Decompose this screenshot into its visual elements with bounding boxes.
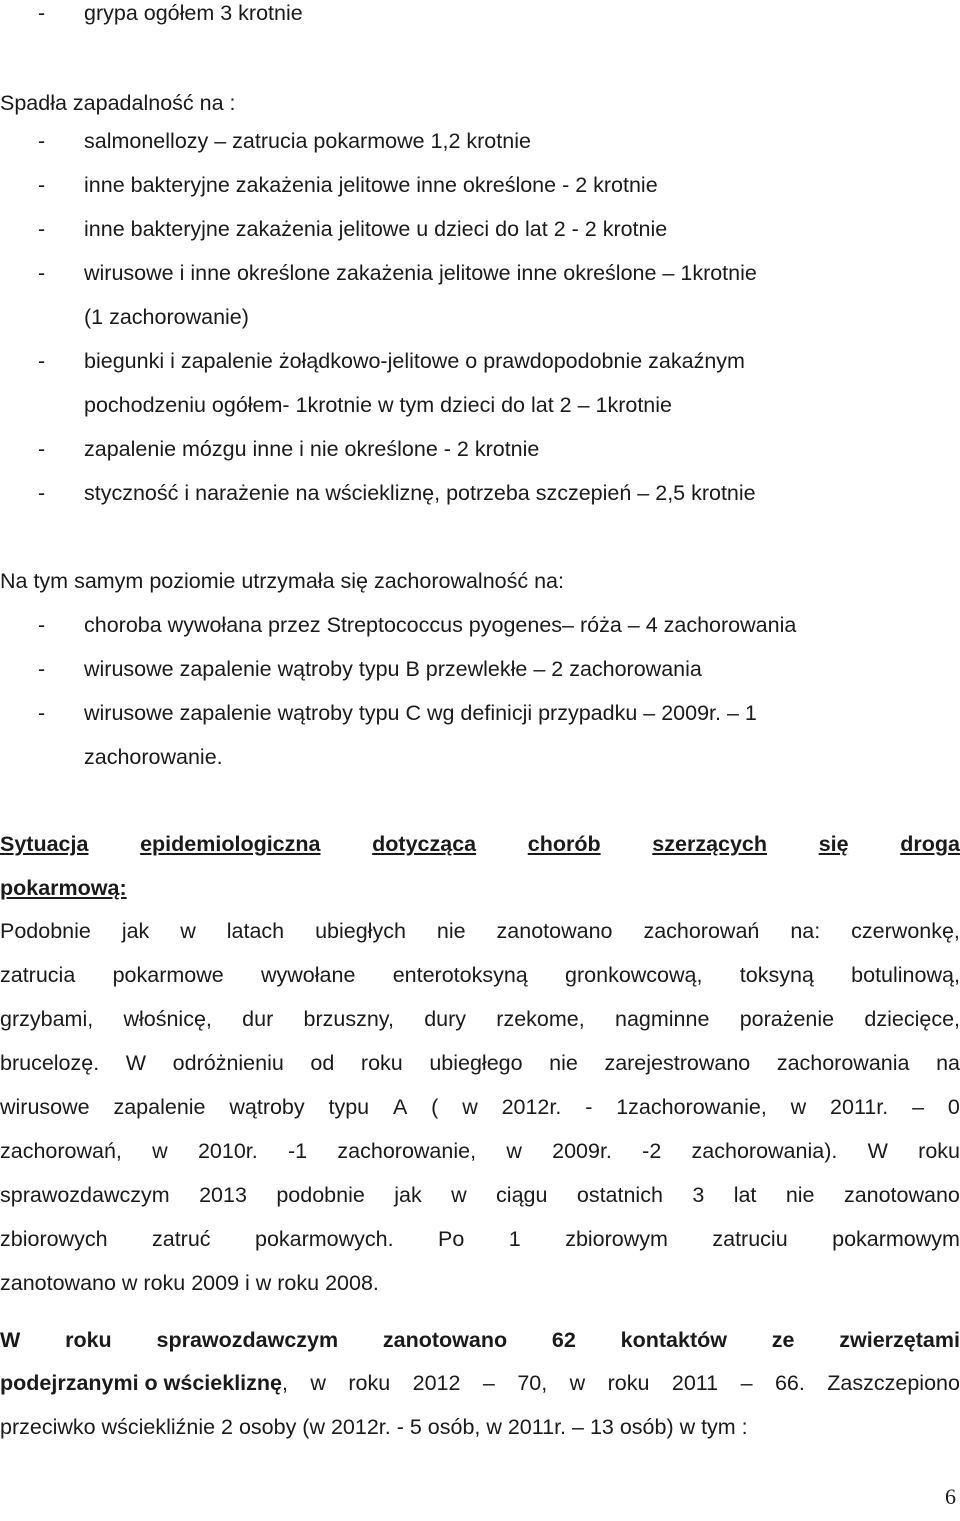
list-item-text: biegunki i zapalenie żołądkowo-jelitowe o prawdopodobnie zakaźnym (84, 349, 745, 373)
list-dash: - (38, 657, 46, 681)
paragraph-line: zatrucia pokarmowe wywołane enterotoksyną gronkowcową, toksyną botulinową, (0, 963, 960, 987)
rabies-line (0, 1370, 960, 1396)
list-dash: - (38, 613, 46, 637)
paragraph-line: zachorowań, w 2010r. -1 zachorowanie, w 2009r. -2 zachorowania). W roku (0, 1139, 960, 1163)
list-dash: - (38, 701, 46, 725)
list-item-continuation: pochodzeniu ogółem- 1krotnie w tym dzieci do lat 2 – 1krotnie (84, 393, 672, 417)
list-item-text: inne bakteryjne zakażenia jelitowe inne określone - 2 krotnie (84, 173, 658, 197)
list-item-text: wirusowe i inne określone zakażenia jelitowe inne określone – 1krotnie (84, 261, 757, 285)
list-dash: - (38, 437, 46, 461)
rabies-rest: , w roku 2012 – 70, w roku 2011 – 66. Zaszczepiono (281, 1371, 960, 1395)
section-heading-continuation: pokarmową: (0, 876, 127, 900)
page-number: 6 (945, 1484, 956, 1509)
list-dash: - (38, 173, 46, 197)
paragraph-line: Podobnie jak w latach ubiegłych nie zanotowano zachorowań na: czerwonkę, (0, 919, 960, 943)
stable-heading: Na tym samym poziomie utrzymała się zachorowalność na: (0, 569, 564, 593)
list-dash: - (38, 349, 46, 373)
list-item-text: styczność i narażenie na wściekliznę, potrzeba szczepień – 2,5 krotnie (84, 481, 756, 505)
list-item-text: wirusowe zapalenie wątroby typu C wg definicji przypadku – 2009r. – 1 (84, 701, 757, 725)
paragraph-line: zanotowano w roku 2009 i w roku 2008. (0, 1271, 379, 1295)
section-heading: Sytuacja epidemiologiczna dotycząca chorób szerzących się droga (0, 832, 960, 856)
list-dash: - (38, 481, 46, 505)
paragraph-line: wirusowe zapalenie wątroby typu A ( w 2012r. - 1zachorowanie, w 2011r. – 0 (0, 1095, 960, 1119)
rabies-line: przeciwko wściekliźnie 2 osoby (w 2012r. - 5 osób, w 2011r. – 13 osób) w tym : (0, 1415, 748, 1439)
list-item-text: grypa ogółem 3 krotnie (84, 1, 303, 25)
list-dash: - (38, 261, 46, 285)
rabies-heading-line: W roku sprawozdawczym zanotowano 62 kontaktów ze zwierzętami (0, 1328, 960, 1352)
paragraph-line: brucelozę. W odróżnieniu od roku ubiegłego nie zarejestrowano zachorowania na (0, 1051, 960, 1075)
list-item-text: choroba wywołana przez Streptococcus pyogenes– róża – 4 zachorowania (84, 613, 797, 637)
list-item-text: salmonellozy – zatrucia pokarmowe 1,2 krotnie (84, 129, 531, 153)
decline-heading: Spadła zapadalność na : (0, 91, 236, 115)
list-dash: - (38, 129, 46, 153)
paragraph-line: grzybami, włośnicę, dur brzuszny, dury rzekome, nagminne porażenie dziecięce, (0, 1007, 960, 1031)
list-item-text: inne bakteryjne zakażenia jelitowe u dzieci do lat 2 - 2 krotnie (84, 217, 668, 241)
list-item-continuation: (1 zachorowanie) (84, 305, 249, 329)
list-item-text: wirusowe zapalenie wątroby typu B przewlekłe – 2 zachorowania (84, 657, 702, 681)
list-item-text: zapalenie mózgu inne i nie określone - 2 krotnie (84, 437, 540, 461)
paragraph-line: zbiorowych zatruć pokarmowych. Po 1 zbiorowym zatruciu pokarmowym (0, 1227, 960, 1251)
list-item-continuation: zachorowanie. (84, 745, 223, 769)
list-dash: - (38, 1, 46, 25)
rabies-bold-text: podejrzanymi o wściekliznę (0, 1371, 282, 1395)
list-dash: - (38, 217, 46, 241)
paragraph-line: sprawozdawczym 2013 podobnie jak w ciągu ostatnich 3 lat nie zanotowano (0, 1183, 960, 1207)
